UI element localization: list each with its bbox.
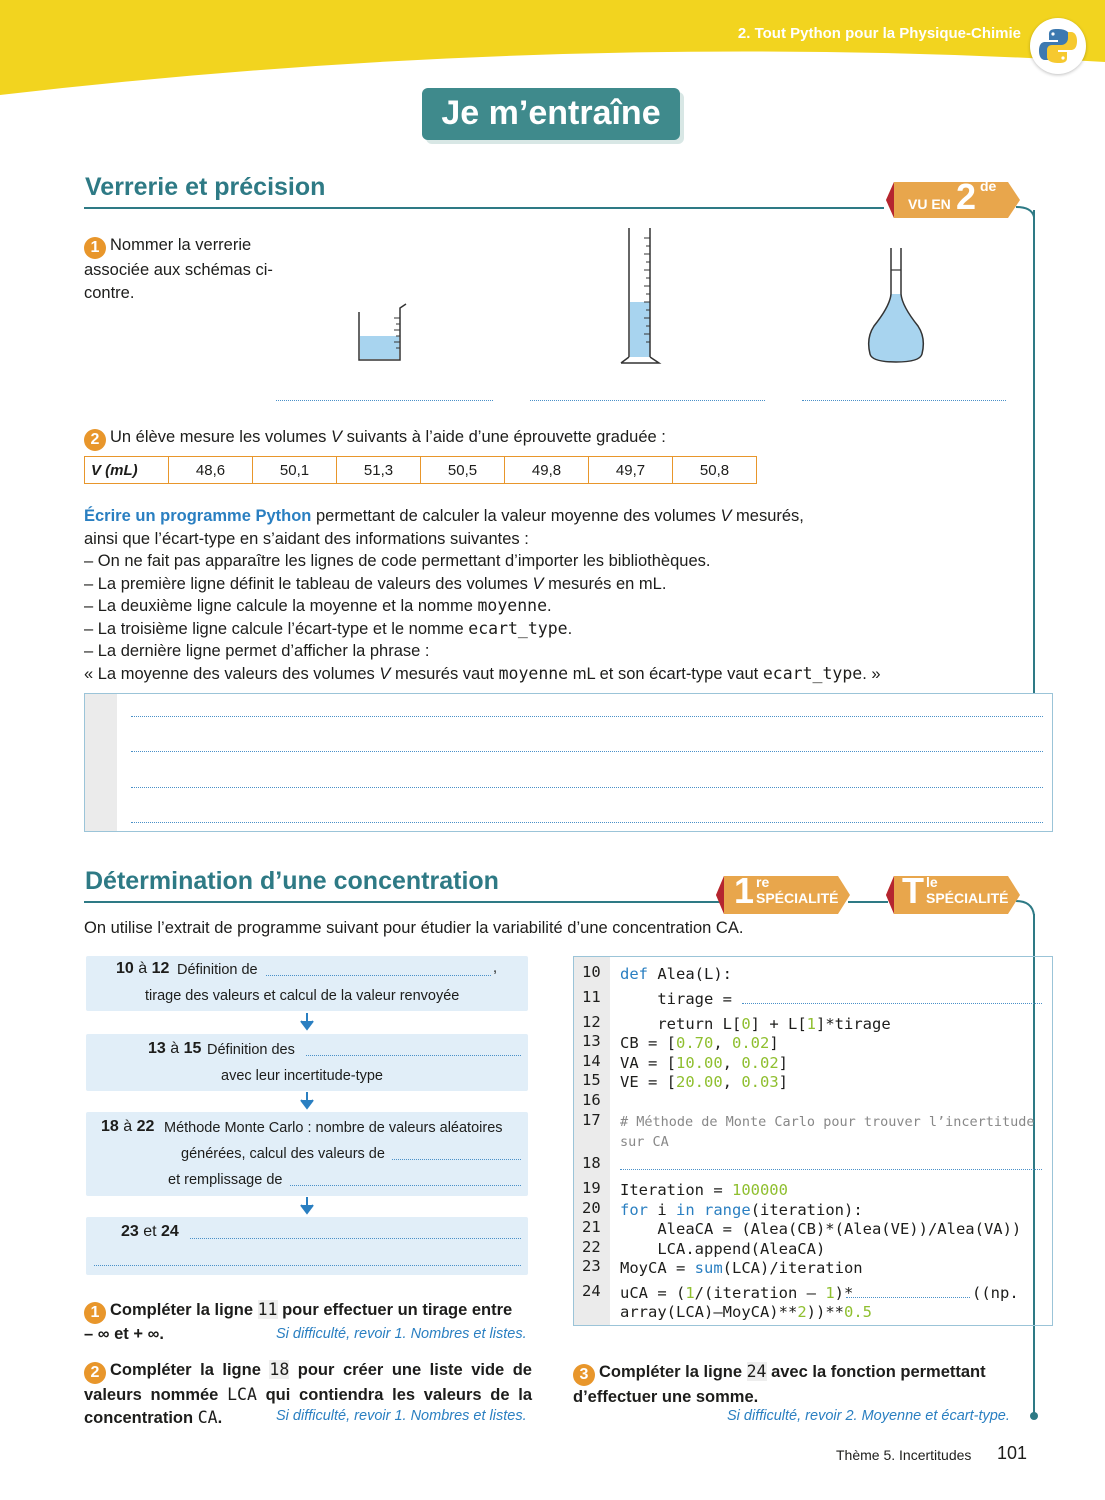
footer-theme: Thème 5. Incertitudes (836, 1447, 972, 1463)
code-line-12: return L[0] + L[1]*tirage (620, 1015, 891, 1033)
section-rule (848, 901, 888, 903)
blank[interactable] (392, 1159, 521, 1160)
code-line-14: VA = [10.00, 0.02] (620, 1054, 789, 1072)
section-rule (84, 207, 884, 209)
code-line-15: VE = [20.00, 0.03] (620, 1073, 789, 1091)
code-line-11: tirage = (620, 990, 742, 1008)
question-2: 2 Compléter la ligne 18 pour créer une liste vide de valeurs nommée LCA qui contiendra les valeurs de la concentration CA. (84, 1360, 532, 1427)
code-line-24: uCA = (1/(iteration – 1)* (620, 1284, 854, 1302)
section-rule (84, 901, 724, 903)
code-line-13: CB = [0.70, 0.02] (620, 1034, 779, 1052)
python-logo-icon (1030, 18, 1086, 74)
answer-line[interactable] (131, 716, 1043, 717)
volume-table (84, 456, 757, 484)
answer-line[interactable] (131, 822, 1043, 823)
exercise-number: 2 (84, 429, 106, 451)
exercise-2-intro: 2 Un élève mesure les volumes V suivants à l’aide d’une éprouvette graduée : (84, 426, 666, 451)
flow-step-monte-carlo: 18 à 22 Méthode Monte Carlo : nombre de valeurs aléatoires générées, calcul des valeurs de et remplissage de (86, 1112, 528, 1196)
python-keyword-link: Écrire un programme Python (84, 507, 312, 525)
code-answer-box[interactable] (84, 693, 1053, 832)
blank[interactable] (94, 1265, 521, 1266)
volumetric-flask-drawing (864, 246, 928, 366)
answer-line[interactable] (131, 787, 1043, 788)
code-listing: 10 11 12 13 14 15 16 17 18 19 20 21 22 23 24 def Alea(L): tirage = return L[0] + L[1]*tirage CB = [0.70, 0.02] VA = [10.00, 0.02] VE = [20.00, 0.03] # Méthode de Monte Carlo pour trouver l’incertitude sur CA Iteration = 100000 for i in range(iteration): AleaCA = (Alea(CB)*(Alea(VE))/Alea(VA)) LCA.append(AleaCA) MoyCA = sum(LCA)/iteration uCA = (1/(iteration – 1)* ((np. array(LCA)–MoyCA)**2))**0.5 (573, 956, 1053, 1326)
question-3: 3 Compléter la ligne 24 avec la fonction permettant d’effectuer une somme. (573, 1362, 986, 1406)
table-cell: 50,1 (253, 457, 337, 484)
exercise-number: 1 (84, 237, 106, 259)
code-line-10: def Alea(L): (620, 965, 732, 983)
answer-line-cylinder[interactable] (530, 400, 765, 401)
flow-step-alea: 10 à 12 Définition de , tirage des valeurs et calcul de la valeur renvoyée (86, 956, 528, 1011)
hint-2: Si difficulté, revoir 1. Nombres et listes. (276, 1408, 527, 1424)
section-title-concentration: Détermination d’une concentration (85, 867, 499, 895)
flow-step-result: 23 et 24 (86, 1217, 528, 1275)
table-cell: 51,3 (337, 457, 421, 484)
arrow-down-icon (300, 1092, 314, 1110)
level-tag-terminale: T le SPÉCIALITÉ (884, 870, 1024, 916)
answer-line-beaker[interactable] (276, 400, 493, 401)
question-number: 1 (84, 1302, 106, 1324)
blank[interactable] (266, 975, 491, 976)
section-title-verrerie: Verrerie et précision (85, 173, 326, 201)
answer-line[interactable] (131, 751, 1043, 752)
question-1: 1 Compléter la ligne 11 pour effectuer un tirage entre (84, 1299, 532, 1324)
hint-1: Si difficulté, revoir 1. Nombres et listes. (276, 1326, 527, 1342)
question-1-range: – ∞ et + ∞. (84, 1325, 164, 1343)
table-cell: 50,5 (421, 457, 505, 484)
code-line-19: Iteration = 100000 (620, 1181, 788, 1199)
table-cell: 48,6 (169, 457, 253, 484)
table-cell: 49,8 (505, 457, 589, 484)
level-tag-premiere: 1 re SPÉCIALITÉ (714, 870, 854, 916)
section2-intro: On utilise l’extrait de programme suivant pour étudier la variabilité d’une concentration CA. (84, 919, 744, 937)
blank[interactable] (306, 1055, 521, 1056)
blank[interactable] (620, 1169, 1042, 1170)
answer-line-flask[interactable] (802, 400, 1006, 401)
flow-step-variables: 13 à 15 Définition des avec leur incertitude-type (86, 1034, 528, 1091)
code-line-24-tail: ((np. (972, 1284, 1019, 1302)
code-line-23: MoyCA = sum(LCA)/iteration (620, 1259, 863, 1277)
code-line-20: for i in range(iteration): (620, 1201, 863, 1219)
code-line-17: # Méthode de Monte Carlo pour trouver l’incertitude (620, 1114, 1035, 1130)
question-number: 3 (573, 1364, 595, 1386)
table-header: V (mL) (85, 457, 169, 484)
code-line-17-cont: sur CA (620, 1134, 669, 1150)
hint-3: Si difficulté, revoir 2. Moyenne et écart-type. (727, 1408, 1010, 1424)
header-band (0, 0, 1105, 100)
code-line-21: AleaCA = (Alea(CB)*(Alea(VE))/Alea(VA)) (620, 1220, 1022, 1238)
arrow-down-icon (300, 1013, 314, 1031)
code-line-24-cont: array(LCA)–MoyCA)**2))**0.5 (620, 1303, 872, 1321)
table-cell: 50,8 (673, 457, 757, 484)
table-cell: 49,7 (589, 457, 673, 484)
line-number-gutter (85, 694, 117, 831)
chapter-title: 2. Tout Python pour la Physique-Chimie (737, 25, 1021, 42)
page-number: 101 (997, 1443, 1028, 1463)
question-number: 2 (84, 1362, 106, 1384)
rule-end-dot (1028, 1410, 1040, 1422)
blank[interactable] (846, 1297, 970, 1298)
exercise-1: 1 Nommer la verrerie associée aux schémas ci-contre. (84, 236, 273, 302)
page-badge: Je m’entraîne (422, 88, 680, 140)
exercise-2-instructions: Écrire un programme Python permettant de calculer la valeur moyenne des volumes V mesurés, ainsi que l’écart-type en s’aidant des informations suivantes : – On ne fait pas apparaître les lignes de code permettant d’importer les bibliothèques. – La première ligne définit le tableau de valeurs des volumes V mesurés en mL. – La deuxième ligne calcule la moyenne et la nomme moyenne. – La troisième ligne calcule l’écart-type et le nomme ecart_type. – La dernière ligne permet d’afficher la phrase : « La moyenne des valeurs des volumes V mesurés vaut moyenne mL et son écart-type vaut ecart_type. » (84, 507, 881, 683)
section-vertical-rule (1033, 210, 1035, 694)
arrow-down-icon (300, 1197, 314, 1215)
blank[interactable] (190, 1238, 521, 1239)
code-line-22: LCA.append(AleaCA) (620, 1240, 826, 1258)
beaker-drawing (354, 300, 410, 366)
blank[interactable] (290, 1185, 521, 1186)
blank[interactable] (742, 1003, 1042, 1004)
level-tag-seconde: VU EN 2 de (884, 176, 1024, 220)
graduated-cylinder-drawing (618, 226, 662, 366)
